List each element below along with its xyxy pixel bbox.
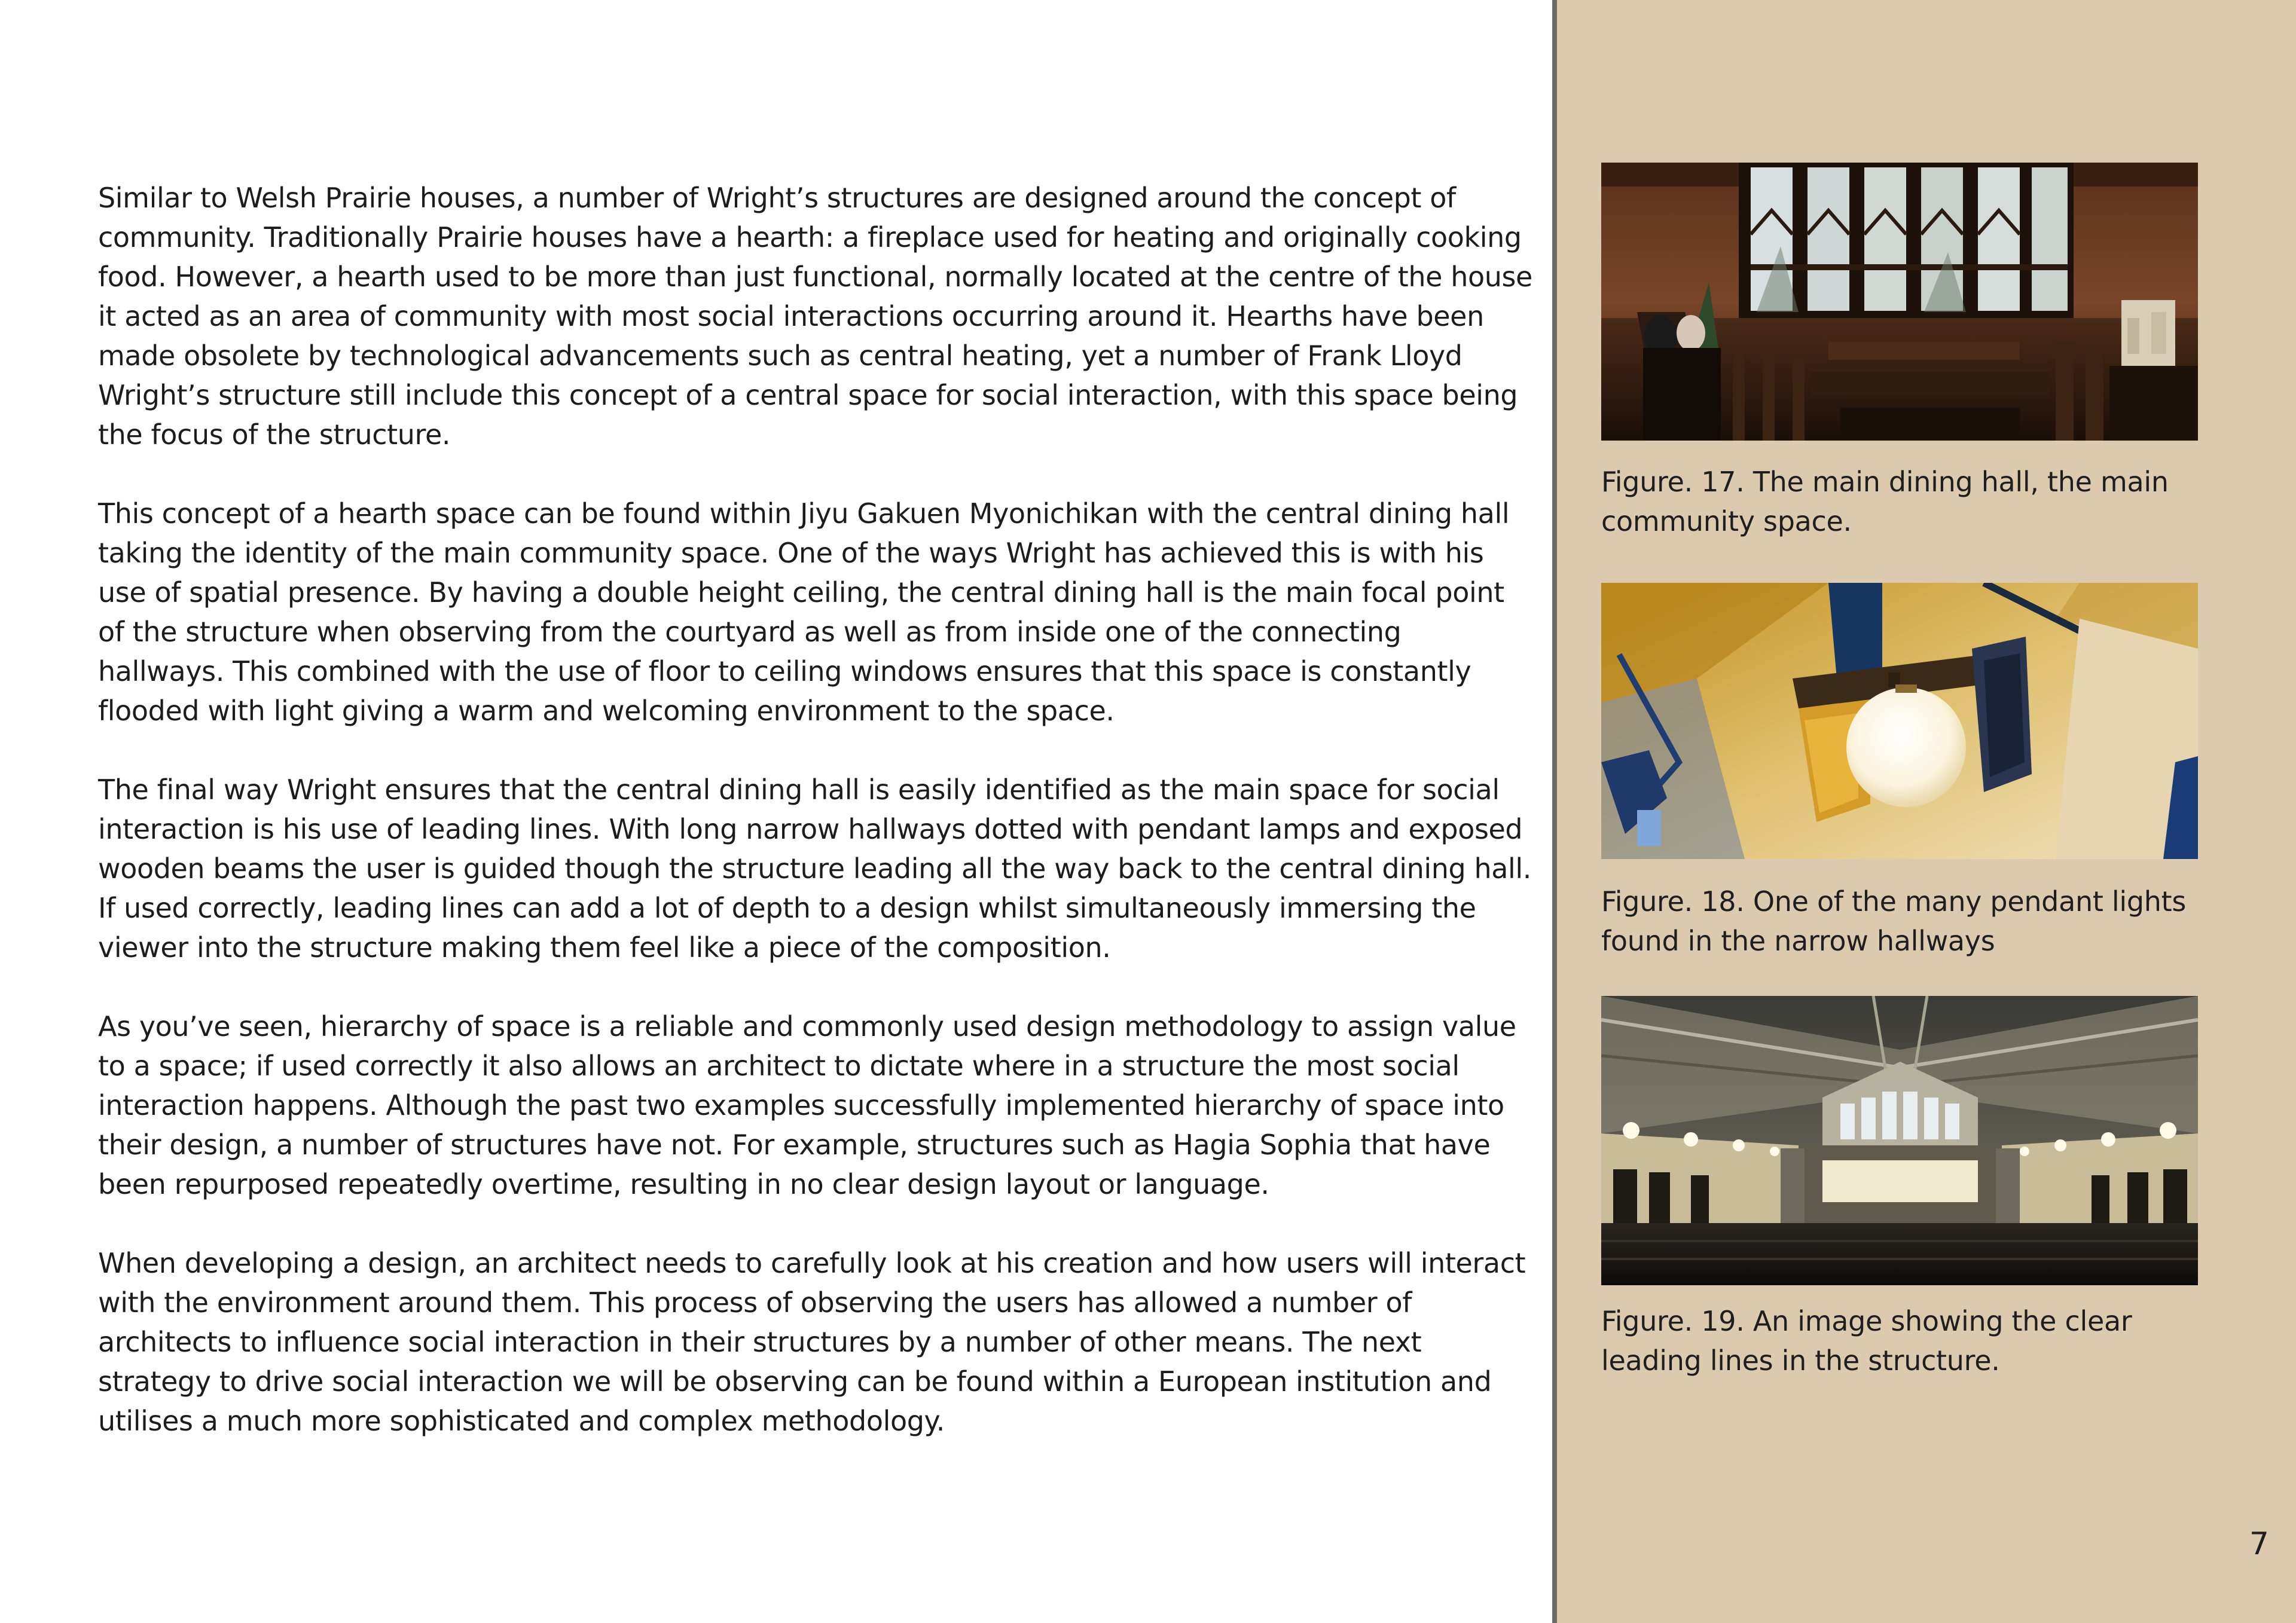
body-text: [98, 178, 1533, 1480]
figure-19-leading-lines-photo: [1601, 996, 2198, 1285]
figure-17-dining-hall-photo: [1601, 163, 2198, 441]
paragraph-4: As you’ve seen, hierarchy of space is a reliable and commonly used design methodology to assign value to a space; if used correctly it also allows an architect to dictate where in a structure the most social interaction happens. Although the past two examples successfully implemented hierarchy of space into their design, a number of structures have not. For example, structures such as Hagia Sophia that have been repurposed repeatedly overtime, resulting in no clear design layout or language.: [98, 1010, 1516, 1200]
figure-18-pendant-light-photo: [1601, 583, 2198, 859]
page-number: 7: [2249, 1526, 2269, 1562]
figure-17-caption: Figure. 17. The main dining hall, the main community space.: [1601, 466, 2169, 537]
figure-19-caption: Figure. 19. An image showing the clear leading lines in the structure.: [1601, 1305, 2132, 1377]
paragraph-3: The final way Wright ensures that the central dining hall is easily identified as the main space for social interaction is his use of leading lines. With long narrow hallways dotted with pendant lamps and exposed wooden beams the user is guided though the structure leading all the way back to the central dining hall. If used correctly, leading lines can add a lot of depth to a design whilst simultaneously immersing the viewer into the structure making them feel like a piece of the composition.: [98, 774, 1532, 964]
paragraph-2: This concept of a hearth space can be found within Jiyu Gakuen Myonichikan with the central dining hall taking the identity of the main community space. One of the ways Wright has achieved this is with his use of spatial presence. By having a double height ceiling, the central dining hall is the main focal point of the structure when observing from the courtyard as well as from inside one of the connecting hallways. This combined with the use of floor to ceiling windows ensures that this space is constantly flooded with light giving a warm and welcoming environment to the space.: [98, 497, 1510, 727]
paragraph-5: When developing a design, an architect needs to carefully look at his creation and how users will interact with the environment around them. This process of observing the users has allowed a number of architects to influence social interaction in their structures by a number of other means. The next strategy to drive social interaction we will be observing can be found within a European institution and utilises a much more sophisticated and complex methodology.: [98, 1247, 1526, 1437]
figure-18-caption: Figure. 18. One of the many pendant lights found in the narrow hallways: [1601, 885, 2186, 957]
paragraph-1: Similar to Welsh Prairie houses, a number of Wright’s structures are designed around the concept of community. Traditionally Prairie houses have a hearth: a fireplace used for heating and originally cooking food. However, a hearth used to be more than just functional, normally located at the centre of the house it acted as an area of community with most social interactions occurring around it. Hearths have been made obsolete by technological advancements such as central heating, yet a number of Frank Lloyd Wright’s structure still include this concept of a central space for social interaction, with this space being the focus of the structure.: [98, 182, 1532, 451]
column-divider: [1552, 0, 1557, 1623]
